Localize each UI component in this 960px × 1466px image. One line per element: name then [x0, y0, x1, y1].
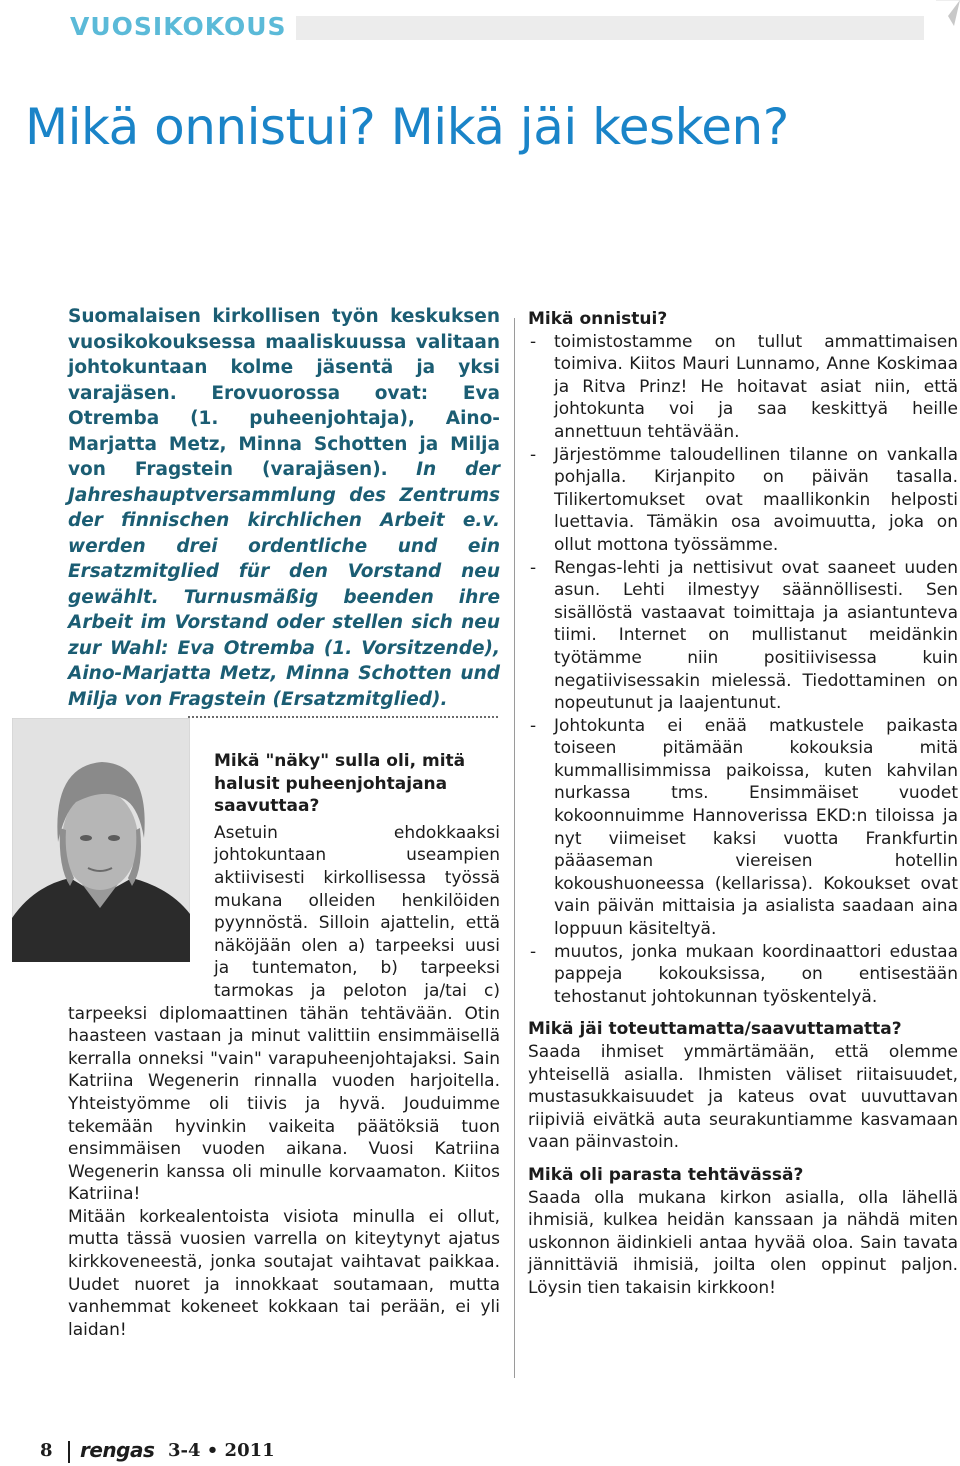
interview-answer: Mitään korkealentoista visiota minulla ei ollut, mutta tässä vuosien varrella on kiteytynyt ajatus kirkkoveneestä, jonka soutajat vaihtavat paikkaa. Uudet nuoret ja innokkaat soutamaan, mutta vanhemmat kokeneet kokkaan tai perään, ei yli laidan!: [68, 1206, 500, 1340]
section-label: VUOSIKOKOUS: [70, 12, 287, 41]
page-number: 8: [40, 1440, 53, 1461]
dash-bullet: -: [530, 715, 537, 736]
page-footer: [40, 1440, 440, 1466]
list-item: [528, 941, 958, 1009]
subheading-best: Mikä oli parasta tehtävässä?: [528, 1164, 804, 1185]
magazine-logo: rengas: [80, 1438, 155, 1462]
list-item: [528, 444, 958, 557]
lead-finnish: Suomalaisen kirkollisen työn keskuksen vuosikokouksessa maaliskuussa valitaan johtokuntaan kolme jäsentä ja yksi varajäsen. Erovuorossa ovat: Eva Otremba (1. puheenjohtaja), Aino-Marjatta Metz, Minna Schotten ja Milja von Fragstein (varajäsen).: [68, 306, 500, 480]
list-item: [528, 715, 958, 941]
success-list: [528, 331, 958, 1009]
column-divider: [514, 318, 515, 1378]
interview-question: Mikä "näky" sulla oli, mitä halusit puheenjohtajana saavuttaa?: [214, 751, 466, 817]
issue-label: 3-4 • 2011: [168, 1440, 275, 1461]
interview-answer: Asetuin ehdokkaaksi johtokuntaan useampien aktiivisesti kirkollisessa työssä mukana olleiden henkilöiden pyynnöstä. Silloin ajattelin, että näköjään olen a) tarpeeksi uusi ja tuntematon, b) tarpeeksi tarmokas ja peloton ja/tai c) tarpeeksi diplomaattinen tähän tehtävään. Otin haasteen vastaan ja minut valittiin ensimmäisellä kerralla onneksi "vain" varapuheenjohtajaksi. Sain Katriina Wegenerin rinnalla vuoden harjoitella. Yhteistyömme oli tiivis ja hyvä. Jouduimme tekemään hyvinkin vaikeita päätöksiä tuon ensimmäisen vuoden aikana. Vuosi Katriina Wegenerin kanssa oli minulle korvaamaton. Kiitos Katriina!: [68, 822, 500, 1205]
lead-intro: [68, 304, 500, 712]
photo-wrap-space: [68, 750, 214, 996]
subheading-succeeded: Mikä onnistui?: [528, 309, 668, 329]
dash-bullet: -: [530, 557, 537, 578]
dash-bullet: -: [530, 331, 537, 352]
page-curl-icon: [924, 0, 960, 40]
list-item: [528, 331, 958, 444]
best-text: Saada olla mukana kirkon asialla, olla lähellä ihmisiä, kulkea heidän kanssaan ja nähdä miten uskonnon äidinkieli antaa hyvää oloa. Sain tavata jännittäviä ihmisiä, joilta olen oppinut paljon. Löysin tien takaisin kirkkoon!: [528, 1187, 958, 1298]
subheading-unfinished: Mikä jäi toteuttamatta/saavuttamatta?: [528, 1019, 902, 1040]
right-column: [528, 308, 958, 1300]
header-band: [296, 16, 946, 40]
lead-german: In der Jahreshauptversammlung des Zentrums der finnischen kirchlichen Arbeit e.v. werden drei ordentliche und ein Ersatzmitglied für den Vorstand neu gewählt. Turnusmäßig beenden ihre Arbeit im Vorstand oder stellen sich neu zur Wahl: Eva Otremba (1. Vorsitzende), Aino-Marjatta Metz, Minna Schotten und Milja von Fragstein (Ersatzmitglied).: [68, 459, 500, 710]
list-item-text: Rengas-lehti ja nettisivut ovat saaneet uuden asun. Lehti ilmestyy säännöllisesti. Sen sisällöstä vastaavat toimittaja ja asiantunteva tiimi. Internet on mullistanut meidänkin työtämme niin positiivisessa kuin negatiivisessakin mielessä. Tiedottaminen on nopeutunut ja laajentunut.: [554, 557, 958, 714]
dash-bullet: -: [530, 941, 537, 962]
list-item-text: Järjestömme taloudellinen tilanne on vankalla pohjalla. Kirjanpito on päivän tasalla. Tilikertomukset ovat maallikonkin helposti luettavia. Tämäkin osa avoimuutta, joka on ollut mottona työssämme.: [554, 444, 958, 555]
list-item-text: toimistostamme on tullut ammattimaisen toimiva. Kiitos Mauri Lunnamo, Anne Koskimaa ja Ritva Prinz! He hoitavat asiat niin, että johtokunta voi ja saa keskittyä heille annettuun tehtävään.: [554, 331, 958, 442]
interview-text: [68, 750, 500, 1341]
dotted-divider: [188, 716, 498, 718]
page-title: Mikä onnistui? Mikä jäi kesken?: [25, 98, 789, 156]
list-item-text: muutos, jonka mukaan koordinaattori edustaa pappeja kokouksissa, on entisestään tehostanut johtokunnan työskentelyä.: [554, 941, 958, 1007]
list-item-text: Johtokunta ei enää matkustele paikasta toiseen pitämään kokouksia mitä kummallisimmissa paikoissa, kuten kahvilan nurkassa tms. Ensimmäiset vuodet kokoonnuimme Hannoverissa EKD:n tiloissa ja nyt viimeiset kaksi vuotta Frankfurtin pääaseman viereisen hotellin kokoushuoneessa (kellarissa). Kokoukset ovat vain päivän mittaisia ja asialista saadaan aina loppuun käsiteltyä.: [554, 715, 958, 940]
footer-separator: [68, 1441, 70, 1463]
list-item: [528, 557, 958, 715]
dash-bullet: -: [530, 444, 537, 465]
unfinished-text: Saada ihmiset ymmärtämään, että olemme yhteisellä asialla. Ihmisten väliset riitaisuudet, mustasukkaisuudet ja kateus ovat uuvuttavan riipiviä eivätkä auta seurakuntiamme kasvamaan vaan päinvastoin.: [528, 1042, 958, 1153]
